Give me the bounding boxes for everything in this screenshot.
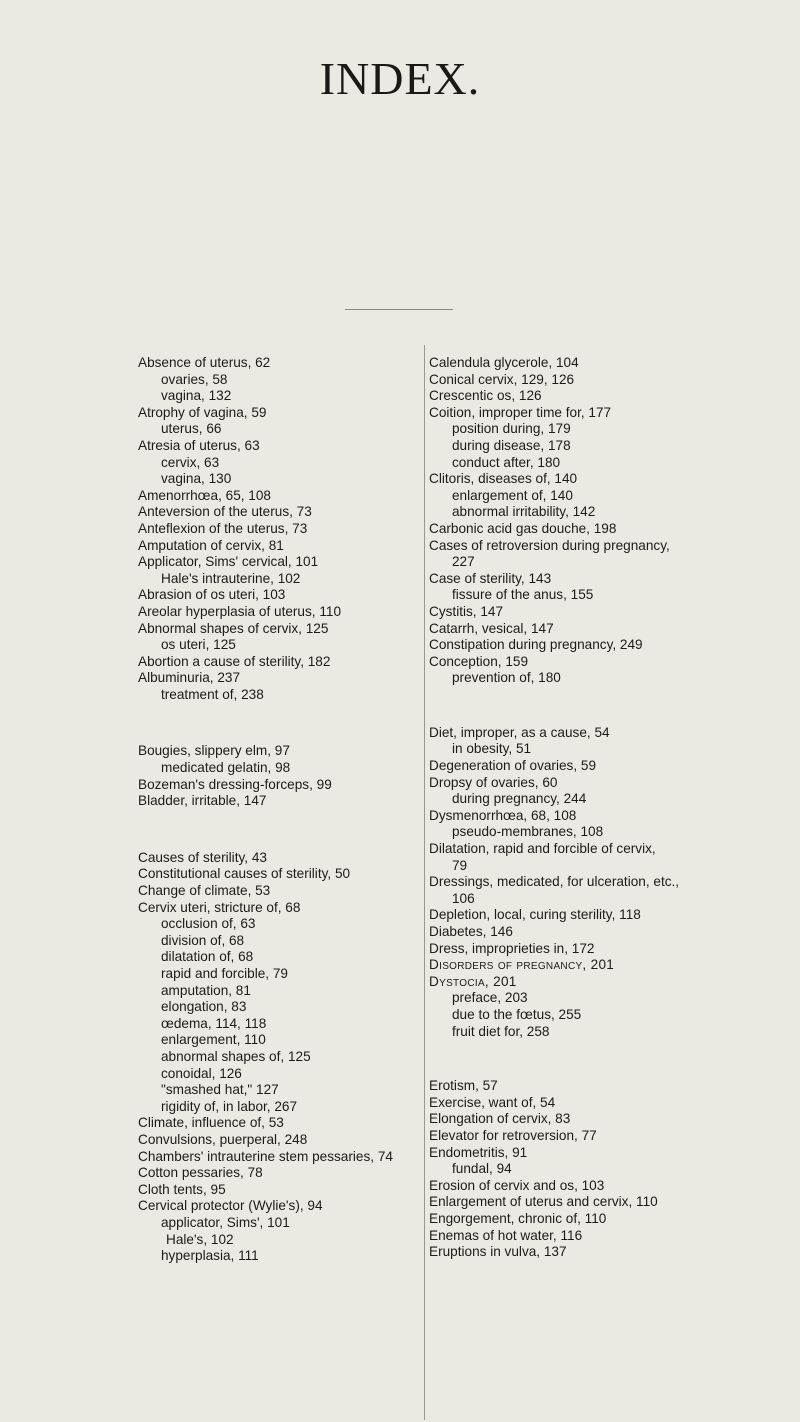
index-entry: Cases of retroversion during pregnancy, — [429, 537, 670, 553]
index-entry: Enemas of hot water, 116 — [429, 1227, 583, 1243]
index-entry: Causes of sterility, 43 — [138, 849, 267, 865]
index-subentry: abnormal irritability, 142 — [452, 504, 596, 520]
index-entry: Elongation of cervix, 83 — [429, 1111, 571, 1127]
index-entry: Crescentic os, 126 — [429, 388, 542, 404]
index-entry: Cotton pessaries, 78 — [138, 1165, 263, 1181]
page-title: INDEX. — [319, 53, 481, 104]
index-entry: Erosion of cervix and os, 103 — [429, 1177, 605, 1193]
index-subentry: in obesity, 51 — [452, 741, 532, 757]
index-entry: Dystocia, 201 — [429, 973, 517, 989]
index-entry: Atresia of uterus, 63 — [138, 437, 260, 453]
index-entry: Constitutional causes of sterility, 50 — [138, 866, 351, 882]
index-subentry: fundal, 94 — [452, 1161, 512, 1177]
index-subentry: during pregnancy, 244 — [452, 791, 587, 807]
index-entry: Anteflexion of the uterus, 73 — [138, 520, 308, 536]
index-entry: Depletion, local, curing sterility, 118 — [429, 907, 641, 923]
index-entry: Degeneration of ovaries, 59 — [429, 758, 597, 774]
index-subentry: Hale's, 102 — [166, 1231, 234, 1247]
index-subentry: 106 — [452, 890, 475, 906]
index-entry: Constipation during pregnancy, 249 — [429, 637, 643, 653]
index-subentry: abnormal shapes of, 125 — [161, 1048, 311, 1064]
index-column-right — [429, 355, 799, 1261]
index-entry: Chambers' intrauterine stem pessaries, 74 — [138, 1148, 393, 1164]
index-entry: Change of climate, 53 — [138, 883, 271, 899]
index-entry: Engorgement, chronic of, 110 — [429, 1210, 607, 1226]
index-subentry: cervix, 63 — [161, 454, 220, 470]
index-entry: Climate, influence of, 53 — [138, 1115, 284, 1131]
index-entry: Conception, 159 — [429, 653, 529, 669]
index-subentry: treatment of, 238 — [161, 686, 264, 702]
group-spacer — [429, 687, 799, 725]
index-entry: Convulsions, puerperal, 248 — [138, 1131, 308, 1147]
index-subentry: rigidity of, in labor, 267 — [161, 1098, 298, 1114]
index-entry: Dropsy of ovaries, 60 — [429, 774, 558, 790]
index-entry: Bougies, slippery elm, 97 — [138, 743, 290, 759]
index-subentry: os uteri, 125 — [161, 637, 236, 653]
index-subentry: during disease, 178 — [452, 437, 571, 453]
index-letter-group — [429, 1078, 799, 1261]
index-subentry: vagina, 130 — [161, 471, 232, 487]
index-subentry: enlargement of, 140 — [452, 487, 573, 503]
index-entry: Atrophy of vagina, 59 — [138, 404, 267, 420]
group-spacer — [429, 1040, 799, 1078]
index-subentry: dilatation of, 68 — [161, 949, 254, 965]
index-entry: Absence of uterus, 62 — [138, 355, 271, 370]
index-entry: Calendula glycerole, 104 — [429, 355, 579, 370]
index-subentry: œdema, 114, 118 — [161, 1015, 267, 1031]
index-entry: Cervix uteri, stricture of, 68 — [138, 899, 301, 915]
index-letter-group — [429, 725, 799, 1040]
index-entry: Abnormal shapes of cervix, 125 — [138, 620, 329, 636]
index-entry: Albuminuria, 237 — [138, 670, 241, 686]
index-entry: Bozeman's dressing-forceps, 99 — [138, 776, 332, 792]
index-entry: Dressings, medicated, for ulceration, etc., — [429, 874, 680, 890]
index-subentry: conduct after, 180 — [452, 454, 561, 470]
index-subentry: hyperplasia, 111 — [161, 1248, 259, 1264]
index-entry: Erotism, 57 — [429, 1078, 498, 1094]
index-subentry: due to the fœtus, 255 — [452, 1006, 582, 1022]
index-entry: Coition, improper time for, 177 — [429, 404, 612, 420]
index-entry: Cystitis, 147 — [429, 603, 504, 619]
index-entry: Applicator, Sims' cervical, 101 — [138, 554, 319, 570]
index-subentry: 79 — [452, 857, 468, 873]
index-entry: Exercise, want of, 54 — [429, 1094, 556, 1110]
index-subentry: uterus, 66 — [161, 421, 222, 437]
index-entry: Dress, improprieties in, 172 — [429, 940, 595, 956]
index-entry: Abrasion of os uteri, 103 — [138, 587, 286, 603]
index-entry: Disorders of pregnancy, 201 — [429, 957, 615, 973]
index-entry: Diabetes, 146 — [429, 924, 513, 939]
index-entry: Elevator for retroversion, 77 — [429, 1127, 597, 1143]
index-entry: Dysmenorrhœa, 68, 108 — [429, 807, 577, 823]
index-entry: Cervical protector (Wylie's), 94 — [138, 1198, 323, 1214]
index-entry: Dilatation, rapid and forcible of cervix, — [429, 841, 656, 857]
index-letter-group — [429, 355, 799, 687]
index-subentry: 227 — [452, 554, 475, 570]
index-entry: Abortion a cause of sterility, 182 — [138, 653, 331, 669]
index-subentry: preface, 203 — [452, 990, 528, 1006]
index-subentry: amputation, 81 — [161, 982, 251, 998]
index-entry: Catarrh, vesical, 147 — [429, 620, 554, 636]
index-entry: Case of sterility, 143 — [429, 570, 552, 586]
index-subentry: pseudo-membranes, 108 — [452, 824, 604, 840]
index-entry: Carbonic acid gas douche, 198 — [429, 520, 617, 536]
index-entry: Diet, improper, as a cause, 54 — [429, 724, 610, 740]
index-subentry: fruit diet for, 258 — [452, 1023, 550, 1039]
index-subentry: vagina, 132 — [161, 388, 232, 404]
index-entry: Bladder, irritable, 147 — [138, 793, 267, 809]
index-subentry: occlusion of, 63 — [161, 916, 256, 932]
index-entry: Clitoris, diseases of, 140 — [429, 471, 578, 487]
index-subentry: applicator, Sims', 101 — [161, 1214, 290, 1230]
index-subentry: division of, 68 — [161, 932, 245, 948]
index-subentry: position during, 179 — [452, 421, 571, 437]
index-entry: Endometritis, 91 — [429, 1144, 528, 1160]
index-entry: Conical cervix, 129, 126 — [429, 371, 575, 387]
index-entry: Cloth tents, 95 — [138, 1181, 226, 1197]
index-subentry: enlargement, 110 — [161, 1032, 266, 1048]
index-entry: Amenorrhœa, 65, 108 — [138, 487, 271, 503]
index-subentry: medicated gelatin, 98 — [161, 760, 291, 776]
title-rule — [345, 309, 453, 310]
index-entry: Eruptions in vulva, 137 — [429, 1244, 567, 1260]
index-entry: Anteversion of the uterus, 73 — [138, 504, 312, 520]
index-subentry: elongation, 83 — [161, 999, 247, 1015]
index-subentry: Hale's intrauterine, 102 — [161, 570, 301, 586]
index-subentry: "smashed hat," 127 — [161, 1082, 279, 1098]
index-subentry: conoidal, 126 — [161, 1065, 242, 1081]
index-subentry: fissure of the anus, 155 — [452, 587, 594, 603]
index-subentry: prevention of, 180 — [452, 670, 561, 686]
index-entry: Enlargement of uterus and cervix, 110 — [429, 1194, 658, 1210]
index-subentry: rapid and forcible, 79 — [161, 966, 288, 981]
index-entry: Amputation of cervix, 81 — [138, 537, 284, 553]
index-entry: Areolar hyperplasia of uterus, 110 — [138, 603, 342, 619]
index-subentry: ovaries, 58 — [161, 371, 228, 387]
